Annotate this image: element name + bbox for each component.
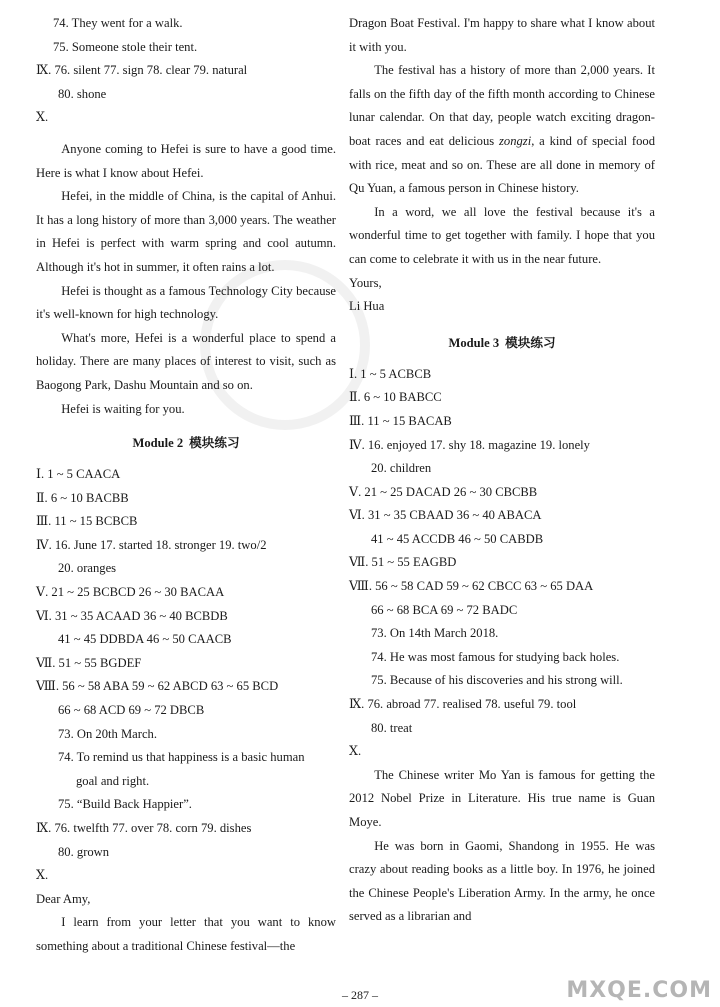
- letter-paragraph: [349, 59, 655, 201]
- answer-line: goal and right.: [76, 773, 150, 788]
- section-label: Ⅹ.: [36, 868, 49, 883]
- answer-line: 75. Because of his discoveries and his strong will.: [371, 673, 623, 688]
- module-3-title: Module 3: [448, 335, 500, 350]
- module-3-heading: [349, 331, 655, 355]
- letter-paragraph: Dragon Boat Festival. I'm happy to share what I know about it with you.: [349, 16, 655, 54]
- page-number: – 287 –: [342, 988, 378, 1002]
- answer-line: Ⅱ. 6 ~ 10 BACBB: [36, 490, 129, 505]
- answer-line: 75. “Build Back Happier”.: [58, 797, 192, 812]
- answer-line: Ⅰ. 1 ~ 5 ACBCB: [349, 366, 432, 381]
- answer-line: Ⅸ. 76. silent 77. sign 78. clear 79. natural: [36, 63, 248, 78]
- essay-paragraph: Anyone coming to Hefei is sure to have a good time. Here is what I know about Hefei.: [36, 141, 336, 180]
- answer-line: Ⅸ. 76. abroad 77. realised 78. useful 79. tool: [349, 697, 577, 712]
- answer-line: Ⅵ. 31 ~ 35 CBAAD 36 ~ 40 ABACA: [349, 508, 542, 523]
- answer-line: Ⅲ. 11 ~ 15 BACAB: [349, 413, 452, 428]
- answer-line: 80. grown: [58, 844, 110, 859]
- italic-term: zongzi: [499, 133, 532, 148]
- answer-line: Ⅳ. 16. June 17. started 18. stronger 19. two/2: [36, 537, 267, 552]
- essay-paragraph: Hefei is waiting for you.: [61, 401, 185, 416]
- answer-line: Ⅸ. 76. twelfth 77. over 78. corn 79. dishes: [36, 821, 252, 835]
- essay-paragraph: Hefei, in the middle of China, is the capital of Anhui. It has a long history of more than 3,000 years. The weather in Hefei is perfect with warm spring and cool autumn. Although it's hot in summer, it often rains a lot.: [36, 189, 336, 274]
- module-3-subtitle: 模块练习: [505, 335, 556, 350]
- essay-paragraph: Hefei is thought as a famous Technology City because it's well-known for high technology.: [36, 283, 336, 322]
- answer-line: 41 ~ 45 ACCDB 46 ~ 50 CABDB: [371, 531, 544, 546]
- letter-text: , a kind of special food with rice, meat and so on. These are all done in memory of Qu Yuan, a famous person in Chinese history.: [349, 133, 655, 196]
- answer-line: 20. oranges: [58, 561, 117, 576]
- essay-paragraph: The Chinese writer Mo Yan is famous for getting the 2012 Nobel Prize in Literature. His true name is Guan Moye.: [349, 767, 655, 829]
- answer-line: Ⅶ. 51 ~ 55 EAGBD: [349, 555, 457, 570]
- answer-line: Ⅵ. 31 ~ 35 ACAAD 36 ~ 40 BCBDB: [36, 608, 228, 623]
- answer-line: 41 ~ 45 DDBDA 46 ~ 50 CAACB: [58, 632, 232, 647]
- answer-line: Ⅳ. 16. enjoyed 17. shy 18. magazine 19. lonely: [349, 437, 590, 452]
- answer-line: Ⅶ. 51 ~ 55 BGDEF: [36, 655, 142, 670]
- answer-line: 80. shone: [58, 86, 107, 101]
- module-2-heading: [36, 431, 336, 455]
- answer-line: Ⅴ. 21 ~ 25 BCBCD 26 ~ 30 BACAA: [36, 585, 225, 600]
- letter-text: The festival has a history of more than 2,000 years. It falls on the fifth day of the fifth month according to Chinese lunar calendar. On that day, people watch exciting dragon-boat races and eat delicious: [349, 63, 655, 148]
- essay-paragraph: What's more, Hefei is a wonderful place to spend a holiday. There are many places of interest to visit, such as Baogong Park, Dashu Mountain and so on.: [36, 330, 336, 392]
- letter-signoff: Yours,: [349, 275, 382, 290]
- watermark-logo: MXQE.COM: [566, 978, 712, 1003]
- answer-line: 74. They went for a walk.: [53, 16, 183, 30]
- letter-greeting: Dear Amy,: [36, 891, 91, 906]
- answer-line: Ⅰ. 1 ~ 5 CAACA: [36, 467, 121, 482]
- module-2-title: Module 2: [132, 436, 184, 451]
- answer-line: Ⅲ. 11 ~ 15 BCBCB: [36, 514, 138, 529]
- answer-line: 74. To remind us that happiness is a basic human: [58, 750, 305, 765]
- answer-line: 20. children: [371, 461, 432, 476]
- module-2-subtitle: 模块练习: [189, 436, 240, 451]
- answer-line: Ⅱ. 6 ~ 10 BABCC: [349, 390, 442, 405]
- letter-paragraph: I learn from your letter that you want to know something about a traditional Chinese festival—the: [36, 915, 336, 953]
- letter-signature: Li Hua: [349, 299, 385, 314]
- answer-line: 80. treat: [371, 720, 413, 735]
- answer-line: Ⅷ. 56 ~ 58 ABA 59 ~ 62 ABCD 63 ~ 65 BCD: [36, 679, 279, 694]
- answer-line: 73. On 14th March 2018.: [371, 626, 499, 641]
- answer-line: Ⅴ. 21 ~ 25 DACAD 26 ~ 30 CBCBB: [349, 484, 538, 499]
- answer-line: 73. On 20th March.: [58, 726, 157, 741]
- answer-line: 66 ~ 68 ACD 69 ~ 72 DBCB: [58, 703, 205, 718]
- essay-paragraph: He was born in Gaomi, Shandong in 1955. He was crazy about reading books as a little boy. In 1976, he joined the Chinese People's Liberation Army. In the army, he once served as a librarian and: [349, 838, 655, 924]
- answer-line: 66 ~ 68 BCA 69 ~ 72 BADC: [371, 602, 518, 617]
- letter-paragraph: In a word, we all love the festival because it's a wonderful time to get together with family. I hope that you can come to celebrate it with us in the near future.: [349, 204, 655, 266]
- answer-line: Ⅷ. 56 ~ 58 CAD 59 ~ 62 CBCC 63 ~ 65 DAA: [349, 579, 594, 594]
- section-label: Ⅹ.: [36, 110, 49, 125]
- section-label: Ⅹ.: [349, 744, 362, 759]
- answer-line: 75. Someone stole their tent.: [53, 39, 198, 54]
- right-column: [349, 12, 655, 929]
- answer-line: 74. He was most famous for studying back holes.: [371, 649, 620, 664]
- left-column: [36, 12, 336, 959]
